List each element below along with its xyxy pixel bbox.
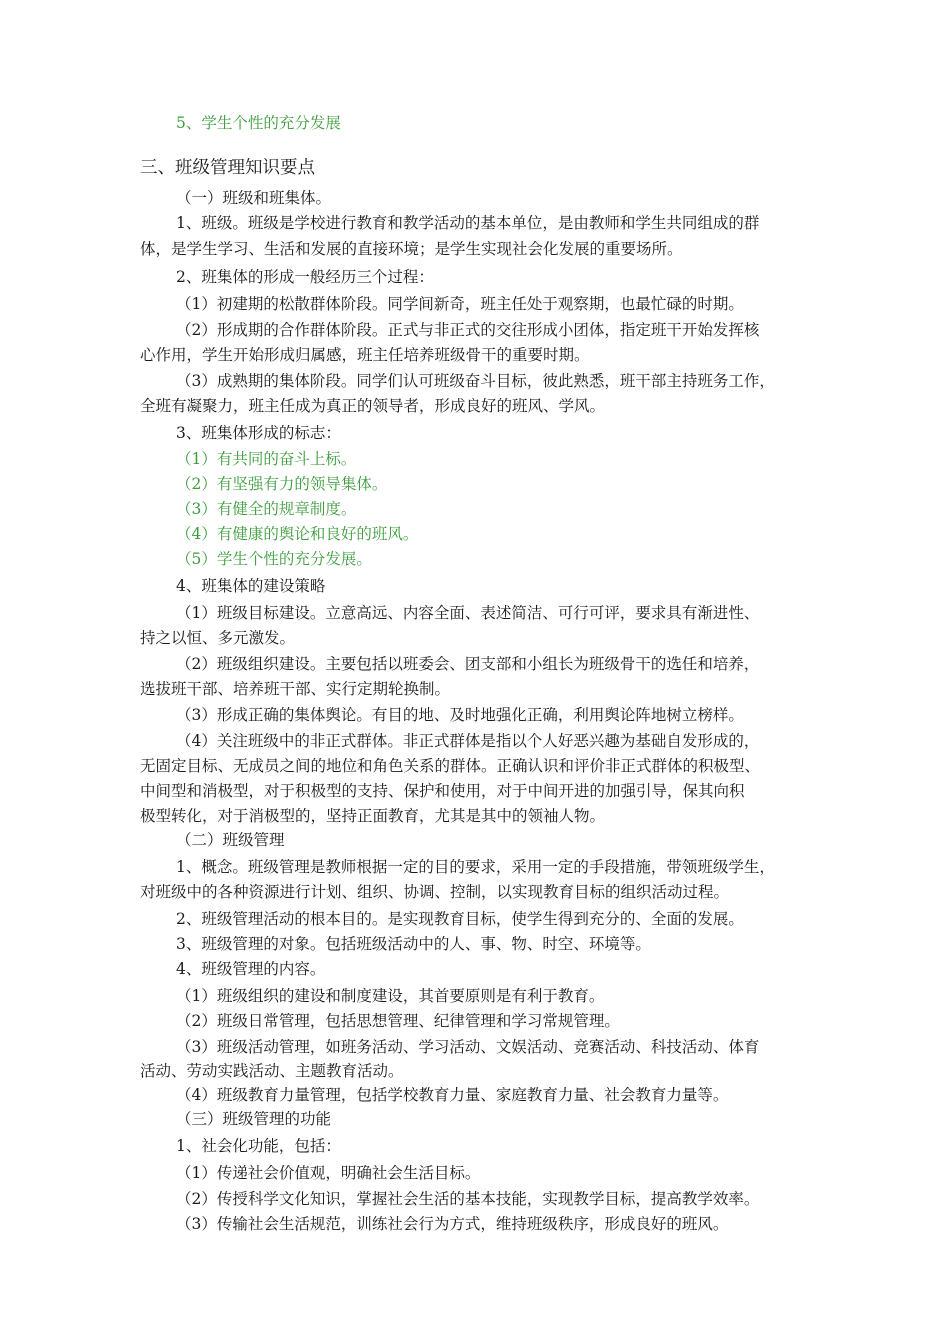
text-line: 心作用，学生开始形成归属感，班主任培养班级骨干的重要时期。 [140, 346, 590, 364]
text-line: 极型转化，对于消极型的，坚持正面教育，尤其是其中的领袖人物。 [140, 807, 606, 825]
text-line: 4、班级管理的内容。 [176, 960, 326, 978]
text-line: （2）班级日常管理，包括思想管理、纪律管理和学习常规管理。 [176, 1012, 620, 1030]
text-line: （3）班级活动管理，如班务活动、学习活动、文娱活动、竞赛活动、科技活动、体育 [176, 1038, 760, 1056]
text-line: （4）班级教育力量管理，包括学校教育力量、家庭教育力量、社会教育力量等。 [176, 1086, 729, 1104]
list-item: （5）学生个性的充分发展。 [176, 550, 372, 568]
text-line: 4、班集体的建设策略 [176, 577, 326, 595]
text-line: （3）成熟期的集体阶段。同学们认可班级奋斗目标，彼此熟悉，班干部主持班务工作， [176, 372, 775, 390]
text-line: （1）班级目标建设。立意高远、内容全面、表述简洁、可行可评，要求具有渐进性、 [176, 604, 760, 622]
text-line: 5、学生个性的充分发展 [176, 114, 341, 132]
list-item: （3）有健全的规章制度。 [176, 500, 357, 518]
text-line: 中间型和消极型，对于积极型的支持、保护和使用，对于中间开进的加强引导，保其向积 [140, 782, 745, 800]
text-line: （1）初建期的松散群体阶段。同学间新奇，班主任处于观察期，也最忙碌的时期。 [176, 295, 744, 313]
text-line: 对班级中的各种资源进行计划、组织、协调、控制，以实现教育目标的组织活动过程。 [140, 883, 730, 901]
text-line: 2、班集体的形成一般经历三个过程： [176, 268, 434, 286]
text-line: 持之以恒、多元激发。 [140, 629, 296, 647]
text-line: 1、概念。班级管理是教师根据一定的目的要求，采用一定的手段措施，带领班级学生， [176, 858, 775, 876]
text-line: 无固定目标、无成员之间的地位和角色关系的群体。正确认识和评价非正式群体的积极型、 [140, 757, 761, 775]
subsection-heading: （二）班级管理 [176, 831, 285, 849]
text-line: （1）班级组织的建设和制度建设，其首要原则是有利于教育。 [176, 987, 605, 1005]
text-line: （3）形成正确的集体舆论。有目的地、及时地强化正确，利用舆论阵地树立榜样。 [176, 706, 744, 724]
text-line: 3、班集体形成的标志： [176, 424, 341, 442]
text-line: （2）传授科学文化知识，掌握社会生活的基本技能，实现教学目标，提高教学效率。 [176, 1190, 760, 1208]
text-line: （3）传输社会生活规范，训练社会行为方式，维持班级秩序，形成良好的班风。 [176, 1215, 729, 1233]
text-line: （4）关注班级中的非正式群体。非正式群体是指以个人好恶兴趣为基础自发形成的， [176, 732, 760, 750]
text-line: 1、社会化功能，包括： [176, 1137, 341, 1155]
text-line: 3、班级管理的对象。包括班级活动中的人、事、物、时空、环境等。 [176, 935, 651, 953]
list-item: （4）有健康的舆论和良好的班风。 [176, 525, 419, 543]
text-line: 选拔班干部、培养班干部、实行定期轮换制。 [140, 680, 451, 698]
text-line: 2、班级管理活动的根本目的。是实现教育目标，使学生得到充分的、全面的发展。 [176, 910, 744, 928]
text-line: 1、班级。班级是学校进行教育和教学活动的基本单位，是由教师和学生共同组成的群 [176, 214, 760, 232]
text-line: （2）形成期的合作群体阶段。正式与非正式的交往形成小团体，指定班干开始发挥核 [176, 321, 760, 339]
subsection-heading: （三）班级管理的功能 [176, 1110, 332, 1128]
text-line: （2）班级组织建设。主要包括以班委会、团支部和小组长为班级骨干的选任和培养， [176, 655, 760, 673]
text-line: 活动、劳动实践活动、主题教育活动。 [140, 1062, 404, 1080]
text-line: （1）传递社会价值观，明确社会生活目标。 [176, 1164, 481, 1182]
list-item: （1）有共同的奋斗上标。 [176, 450, 357, 468]
subsection-heading: （一）班级和班集体。 [176, 189, 332, 207]
list-item: （2）有坚强有力的领导集体。 [176, 475, 388, 493]
text-line: 全班有凝聚力，班主任成为真正的领导者，形成良好的班风、学风。 [140, 397, 606, 415]
text-line: 体，是学生学习、生活和发展的直接环境；是学生实现社会化发展的重要场所。 [140, 240, 683, 258]
section-heading: 三、班级管理知识要点 [140, 158, 315, 178]
